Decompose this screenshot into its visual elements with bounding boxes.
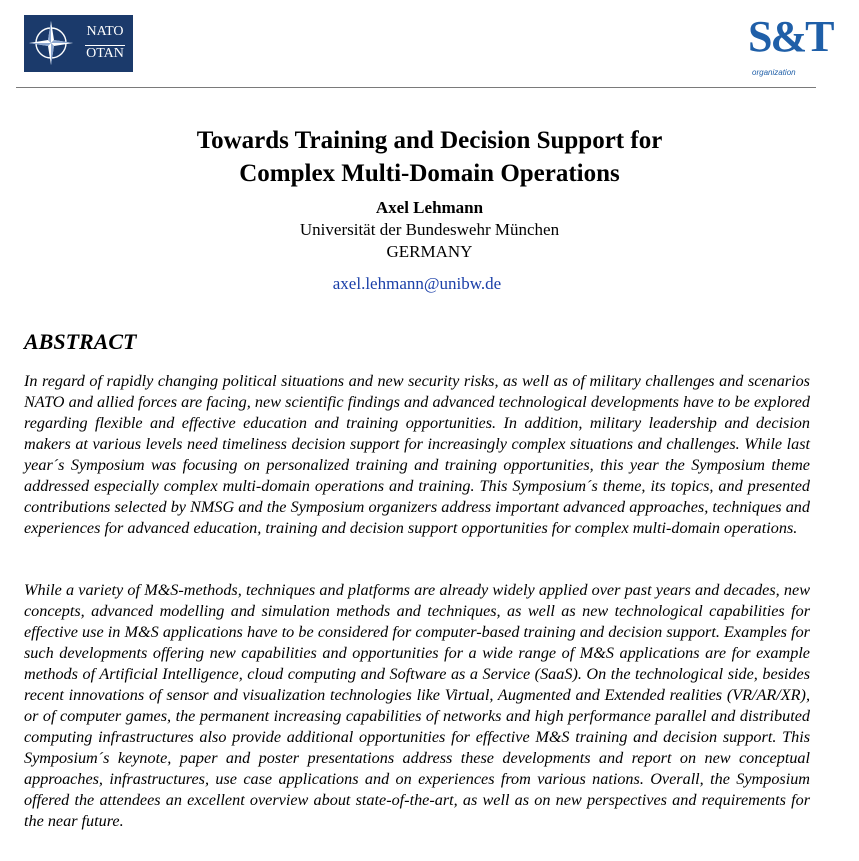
author-name: Axel Lehmann bbox=[375, 198, 484, 217]
paper-title-line-2: Complex Multi-Domain Operations bbox=[239, 160, 620, 187]
paper-title-line-1: Towards Training and Decision Support for bbox=[196, 127, 663, 154]
author-block bbox=[0, 197, 859, 263]
abstract-paragraph-2: While a variety of M&S-methods, techniques and platforms are already widely applied over past years and decades, new concepts, advanced modelling and simulation methods and techniques, as well as new technological capabilities for effective use in M&S applications have to be considered for computer-based training and decision support. Examples for such developments offering new capabilities and opportunities for a wide range of M&S applications are for example methods of Artificial Intelligence, cloud computing and Software as a Service (SaaS). On the technological side, besides recent innovations of sensor and visualization technologies like Virtual, Augmented and Extended realities (VR/AR/XR), or of computer games, the permanent increasing capabilities of networks and high performance parallel and distributed computing infrastructures also provide additional opportunities for effective M&S training and decision support. This Symposium´s keynote, paper and poster presentations address these developments and report on new conceptual approaches, infrastructures, use case applications and on experiences from various nations. Overall, the Symposium offered the attendees an excellent overview about state-of-the-art, as well as on new perspectives and requirements for the near future. bbox=[24, 581, 810, 830]
sto-logo-subtitle: organization bbox=[752, 68, 796, 77]
sto-logo bbox=[748, 12, 833, 80]
author-affiliation: Universität der Bundeswehr München bbox=[299, 220, 560, 239]
nato-otan-logo bbox=[24, 15, 133, 72]
nato-compass-star-icon bbox=[24, 15, 80, 72]
author-email-link[interactable]: axel.lehmann@unibw.de bbox=[332, 274, 502, 293]
abstract-paragraph-1: In regard of rapidly changing political situations and new security risks, as well as of military challenges and scenarios NATO and allied forces are facing, new scientific findings and advanced technological developments have to be explored regarding flexible and effective education and training opportunities. In addition, military leadership and decision makers at various levels need timeliness decision support for increasingly complex situations and challenges. While last year´s Symposium was focusing on personalized training and training opportunities, this year the Symposium theme addressed especially complex multi-domain operations and training. This Symposium´s theme, its topics, and presented contributions selected by NMSG and the Symposium organizers address important advanced approaches, techniques and experiences for advanced education, training and decision support opportunities for complex multi-domain operations. bbox=[24, 372, 810, 537]
paper-title bbox=[0, 124, 859, 190]
header-divider bbox=[16, 87, 816, 88]
abstract-heading: ABSTRACT bbox=[24, 329, 137, 354]
author-country: GERMANY bbox=[386, 242, 473, 261]
sto-logo-mark: S&T bbox=[748, 12, 833, 61]
nato-logo-text: NATO bbox=[86, 24, 124, 39]
page-header bbox=[0, 0, 859, 90]
otan-logo-text: OTAN bbox=[86, 46, 124, 61]
